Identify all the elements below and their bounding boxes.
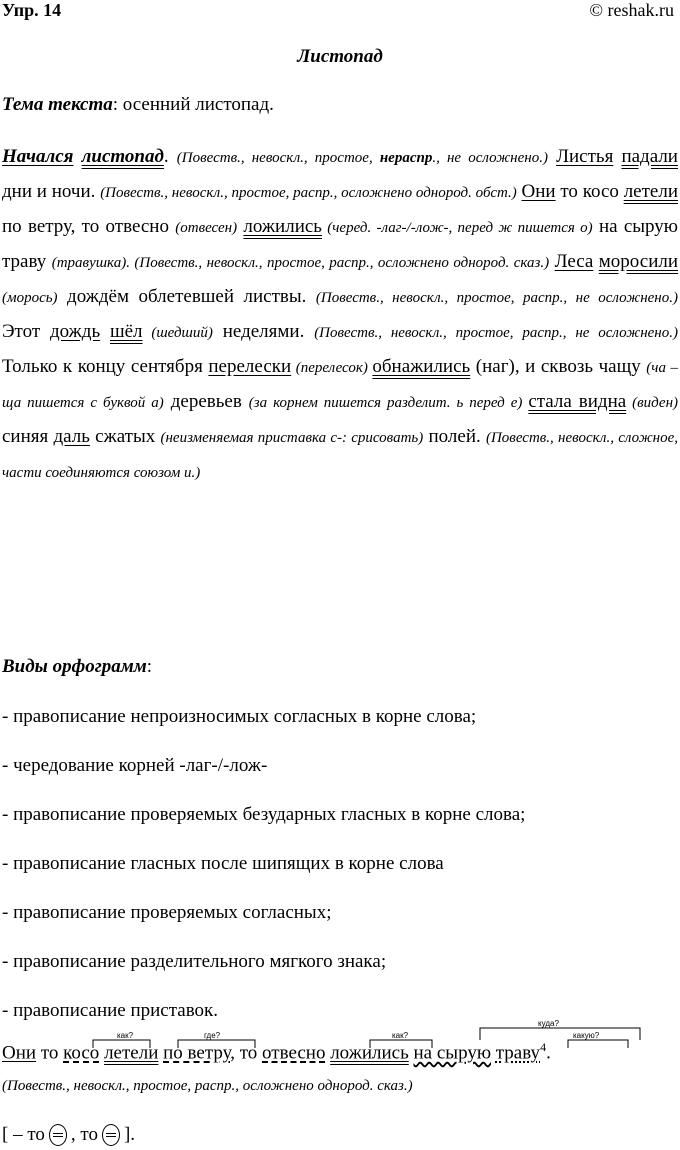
subject: Они [2, 1042, 37, 1064]
comment: (Повеств., невоскл., простое, распр., не осложнено.) [315, 290, 678, 306]
comment: (неизменяемая приставка с-: срисовать) [160, 430, 424, 446]
kinds-list [2, 705, 525, 1048]
question-label: куда? [538, 1019, 559, 1028]
text: по ветру, то отвесно [2, 216, 176, 237]
text: , и сквозь чащу [514, 356, 647, 377]
text: полей. [423, 426, 486, 447]
attribute: на сырую [413, 1042, 492, 1064]
comment: (Повеств., невоскл., простое, распр., не осложнено.) [314, 325, 678, 341]
page-header [0, 0, 680, 24]
text: то косо [555, 181, 624, 202]
comment: (перелесок) [291, 360, 373, 376]
parse-sentence: Они то косо летели по ветру, то отвесно ложились на сырую траву$^4$. [2, 1040, 551, 1064]
parse-comment: (Повеств., невоскл., простое, распр., осложнено однород. сказ.) [2, 1078, 413, 1094]
kinds-heading: Виды орфограмм: [2, 656, 153, 677]
text: Этот [2, 321, 50, 342]
predicate: ложились [330, 1042, 409, 1064]
list-item: - правописание разделительного мягкого знака; [2, 951, 387, 972]
comment: (шедший) [142, 325, 213, 341]
predicate: моросили [598, 251, 679, 272]
adverbial: по ветру [163, 1042, 231, 1064]
predicate: летели [623, 181, 678, 202]
site-credit: © reshak.ru [589, 0, 674, 20]
text: на сырую траву [2, 216, 679, 272]
theme-line [2, 94, 274, 116]
predicate: шёл [109, 321, 143, 342]
comment: . (Повеств., невоскл., простое, распр., осложнено однород. сказ.) [126, 255, 550, 271]
object: траву [495, 1042, 541, 1064]
predicate: ложились [243, 216, 322, 237]
list-item: - правописание непроизносимых согласных в корне слова; [2, 706, 477, 727]
subject: перелески [208, 356, 292, 377]
main-text [2, 140, 678, 490]
question-label: какую? [573, 1031, 600, 1040]
comment: (травушка) [51, 255, 127, 271]
homogeneous-predicate-icon [102, 1124, 120, 1146]
text: Только к концу сентября [2, 356, 209, 377]
comment: (виден) [626, 395, 679, 411]
comment: (морось) [2, 290, 58, 306]
question-label: как? [117, 1031, 134, 1040]
homogeneous-predicate-icon [49, 1124, 67, 1146]
subject: Леса [554, 251, 594, 272]
list-item: - правописание проверяемых безударных гласных в корне слова; [2, 804, 526, 825]
comment: (Повеств., невоскл., простое, распр., осложнено однород. обст.) [100, 185, 517, 201]
theme-label: Тема текста [2, 94, 113, 115]
predicate: падали [621, 146, 678, 167]
theme-value: : осенний листопад. [112, 94, 274, 115]
exercise-number: Упр. 14 [2, 0, 62, 20]
comment: (Повеств., невоскл., простое, нераспр., не осложнено.) [176, 150, 548, 166]
text: неделями. [212, 321, 315, 342]
subject: даль [53, 426, 90, 447]
question-label: где? [204, 1031, 221, 1040]
comment: (за корнем пишется разделит. ь перед е) [248, 395, 529, 411]
list-item: - правописание проверяемых согласных; [2, 902, 332, 923]
predicate: листопад [81, 146, 164, 167]
list-item: - правописание приставок. [2, 1000, 219, 1021]
list-item: - чередование корней -лаг-/-лож- [2, 755, 268, 776]
comment: (Повеств., невоскл., сложное, части соединяются союзом и.) [2, 430, 679, 481]
text: деревьев [163, 391, 249, 412]
subject: Они [521, 181, 556, 202]
text: дни и ночи. [2, 181, 101, 202]
comment: (черед. -лаг-/-лож-, перед ж пишется о) [321, 220, 593, 236]
text: сжатых [89, 426, 161, 447]
adverbial: косо [63, 1042, 100, 1064]
text-title: Листопад [297, 46, 383, 67]
comment: (отвесен) [175, 220, 238, 236]
comment: (ча – ща пишется с буквой а) [2, 360, 679, 411]
text: дождём облетевшей листвы. [57, 286, 316, 307]
question-label: как? [392, 1031, 409, 1040]
predicate: летели [104, 1042, 159, 1064]
text: (наг) [470, 356, 515, 377]
subject: Листья [556, 146, 614, 167]
punct: . [163, 146, 169, 167]
sentence-scheme: [ – то , то ]. [2, 1124, 136, 1145]
text: синяя [2, 426, 54, 447]
predicate: стала видна [528, 391, 627, 412]
subject: дождь [49, 321, 101, 342]
subject: Начался [2, 146, 74, 167]
adverbial: отвесно [262, 1042, 326, 1064]
predicate: обнажились [372, 356, 471, 377]
list-item: - правописание гласных после шипящих в корне слова [2, 853, 444, 874]
